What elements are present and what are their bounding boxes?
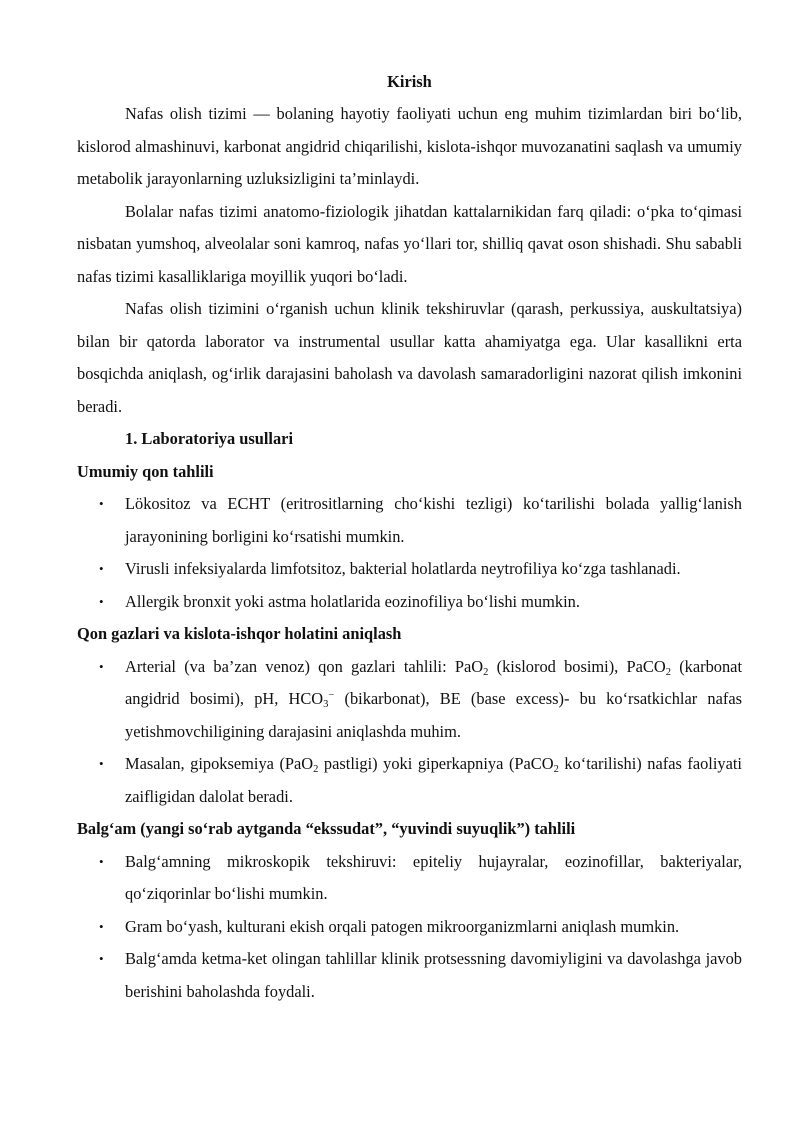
list-item-text: Virusli infeksiyalarda limfotsitoz, bakterial holatlarda neytrofiliya ko‘zga tashlanadi. (125, 559, 681, 578)
page-title: Kirish (387, 72, 432, 91)
sputum-test-list (77, 846, 742, 1009)
list-item (77, 651, 742, 749)
intro-paragraph-1: Nafas olish tizimi — bolaning hayotiy faoliyati uchun eng muhim tizimlardan biri bo‘lib, kislorod almashinuvi, karbonat angidrid chiqarilishi, kislota-ishqor muvozanatini saqlash va umumiy metabolik jarayonlarning uzluksizligini ta’minlaydi. (77, 104, 742, 188)
bullet-icon: • (99, 496, 104, 511)
bullet-icon: • (99, 756, 104, 771)
bullet-icon: • (99, 853, 104, 869)
list-item-text: Gram bo‘yash, kulturani ekish orqali patogen mikroorganizmlarni aniqlash mumkin. (125, 916, 680, 936)
bullet-icon: • (99, 918, 104, 934)
document-page (77, 66, 742, 1008)
intro-paragraph-2: Bolalar nafas tizimi anatomo-fiziologik jihatdan kattalarnikidan farq qiladi: o‘pka to‘qimasi nisbatan yumshoq, alveolalar soni kamroq, nafas yo‘llari tor, shilliq qavat oson shishadi. Shu sababli nafas tizimi kasalliklariga moyillik yuqori bo‘ladi. (77, 201, 742, 286)
list-item-text: Balg‘amning mikroskopik tekshiruvi: epiteliy hujayralar, eozinofillar, bakteriyalar, qo‘ziqorinlar bo‘lishi mumkin. (125, 851, 742, 903)
list-item (77, 488, 742, 553)
bullet-icon: • (99, 561, 104, 576)
list-item (77, 846, 742, 911)
list-item (77, 911, 742, 944)
blood-test-heading: Umumiy qon tahlili (77, 461, 214, 481)
list-item (77, 748, 742, 813)
list-item-text: Masalan, gipoksemiya (PaO$_2$ pastligi) yoki giperkapniya (PaCO$_2$ ko‘tarilishi) nafas faoliyati zaifligidan dalolat beradi. (125, 754, 742, 806)
list-item-text: Allergik bronxit yoki astma holatlarida eozinofiliya bo‘lishi mumkin. (125, 591, 580, 611)
list-item (77, 586, 742, 619)
list-item-text: Lökositoz va ECHT (eritrositlarning cho‘kishi tezligi) ko‘tarilishi bolada yallig‘lanish jarayonining borligini ko‘rsatishi mumkin. (125, 494, 742, 546)
bullet-icon: • (99, 951, 104, 966)
bullet-icon: • (99, 658, 104, 674)
sputum-test-heading: Balg‘am (yangi so‘rab aytganda “ekssudat”, “yuvindi suyuqlik”) tahlili (77, 819, 576, 838)
list-item (77, 553, 742, 586)
list-item-text: Balg‘amda ketma-ket olingan tahlillar klinik protsessning davomiyligini va davolashga javob berishini baholashda foydali. (125, 949, 742, 1001)
intro-paragraph-3: Nafas olish tizimini o‘rganish uchun klinik tekshiruvlar (qarash, perkussiya, auskultatsiya) bilan bir qatorda laborator va instrumental usullar katta ahamiyatga ega. Ular kasallikni erta bosqichda aniqlash, og‘irlik darajasini baholash va davolash samaradorligini nazorat qilish imkonini beradi. (77, 299, 742, 416)
list-item (77, 943, 742, 1008)
section-heading: 1. Laboratoriya usullari (125, 429, 294, 448)
gas-test-heading: Qon gazlari va kislota-ishqor holatini aniqlash (77, 624, 402, 643)
list-item-text: Arterial (va ba’zan venoz) qon gazlari tahlili: PaO$_2$ (kislorod bosimi), PaCO$_2$ (karbonat angidrid bosimi), pH, $HCO_3^-$ (bikarbonat), BE (base excess)- bu ko‘rsatkichlar nafas yetishmovchiligining darajasini aniqlashda muhim. (125, 656, 742, 741)
gas-test-list (77, 651, 742, 814)
bullet-icon: • (99, 593, 104, 609)
blood-test-list (77, 488, 742, 618)
